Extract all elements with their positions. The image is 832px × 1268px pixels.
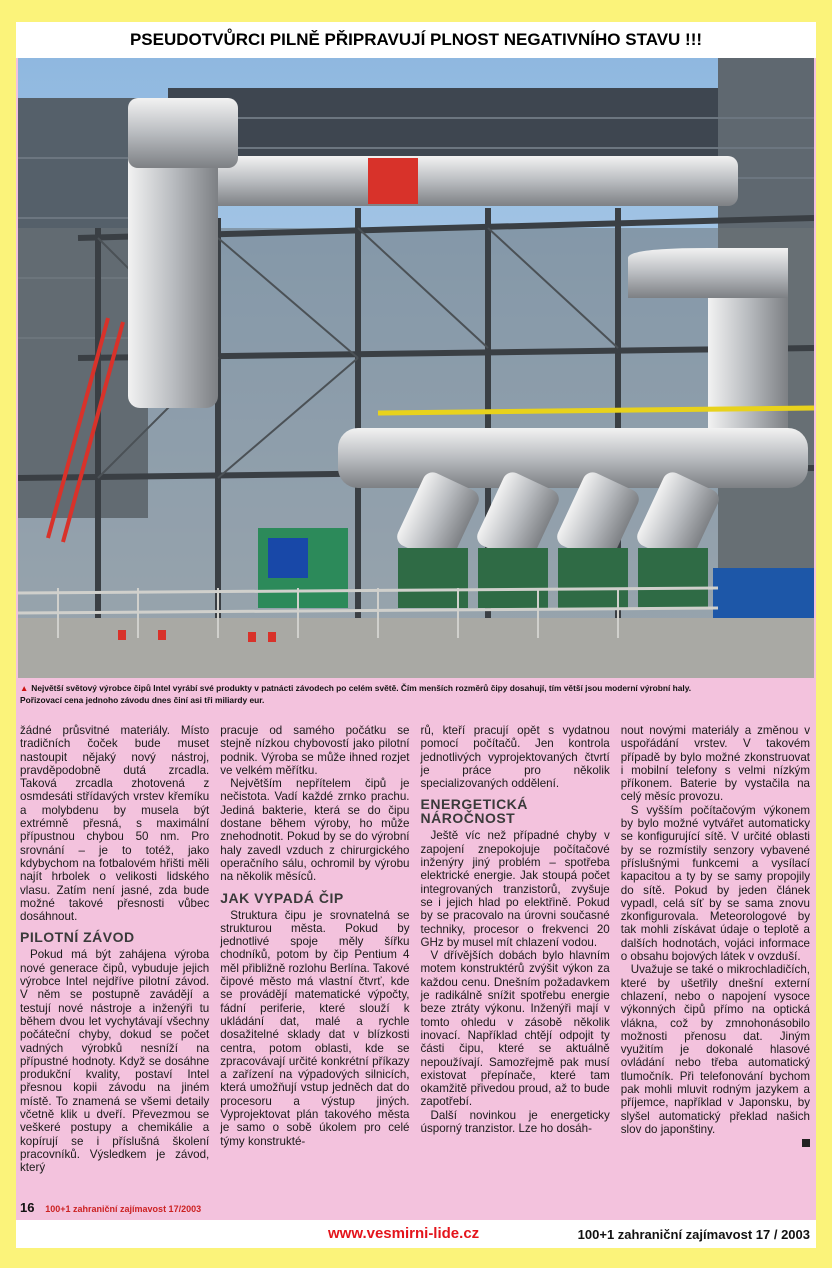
section-heading: JAK VYPADÁ ČIP [220, 889, 344, 906]
paragraph: Největším nepřítelem čipů je nečistota. Vadí každé zrnko prachu. Jediná bakterie, která se do čipu dostane během výroby, ho může znehodnotit. Pokud by se do výrobní haly zavedl vzduch z chirurgického operačního sálu, ochromil by výrobu na několik měsíců. [220, 777, 410, 884]
website-link[interactable]: www.vesmirni-lide.cz [328, 1225, 480, 1242]
paragraph: Struktura čipu je srovnatelná se strukturou města. Pokud by jednotlivé spoje měly šířku chodníků, potom by čip Pentium 4 měl přibližně rozlohu Berlína. Takové čipové město má vlastní čtvrť, kde se provádějí matematické výpočty, fádní periferie, které slouží k ukládání dat, malé a rychle dosažitelné sklady dat v blízkosti centra, potom oblasti, kde se zpracovávají určité konkrétní příkazy a zařízení na výpadových silnicích, která umožňují vstup jedněch dat do procesoru a výstup jiných. Vyprojektovat plán takového města je samo o sobě úkolem pro celé týmy konstrukté- [220, 908, 410, 1148]
paragraph: nout novými materiály a změnou v uspořádání vrstev. V takovém případě by bylo možné zkonstruovat i mobilní telefony s velmi nízkým příkonem. Baterie by vystačila na celý měsíc provozu. [620, 724, 810, 804]
magazine-footer-label: 100+1 zahraniční zajímavost 17/2003 [45, 1204, 202, 1214]
bottom-bar [16, 1220, 816, 1248]
paragraph: pracuje od samého počátku se stejně nízkou chybovostí jako pilotní podnik. Výroba se může ihned rozjet ve velkém měřítku. [220, 724, 410, 777]
factory-photo [18, 58, 814, 678]
paragraph: S vyšším počítačovým výkonem by bylo možné vytvářet automaticky se konfigurující sítě. V určité oblasti by se rozmístily senzory vybavené příslušnými funkcemi a vysílací kapacitou a ty by se samy propojily do sítě. Pokud by jeden článek vypadl, celá síť by se sama znovu zkonfigurovala. Meteorologové by tak mohli získávat údaje o teplotě a dalších hodnotách, vojáci informace o obsahu bojových látek v ovzduší. [620, 803, 810, 964]
article-column-4 [621, 724, 810, 1194]
paragraph: žádné průsvitné materiály. Místo tradičních čoček bude muset nastoupit nějaký nový nástroj, pravděpodobně dutá zrcadla. Taková zrcadla zhotovená z osmdesáti střídavých vrstev křemíku a molybdenu by musela být extrémně přesná, s maximální přípustnou chybou 50 nm. Pro srovnání – je to totéž, jako kdybychom na fotbalovém hřišti měli najít hrbolek o velikosti lidského vlasu. Zatím není jasné, zda bude možné takové přesnosti vůbec dosáhnout. [20, 724, 210, 924]
page-number: 16 [20, 1200, 35, 1215]
paragraph: Další novinkou je energeticky úsporný tranzistor. Lze ho dosáh- [420, 1108, 610, 1136]
caption-line-1: Největší světový výrobce čipů Intel vyrábí své produkty v patnácti závodech po celém světě. Čím menších rozměrů čipy dosahují, tím větší jsou moderní výrobní haly. [31, 683, 692, 693]
article-columns [20, 724, 810, 1194]
caption-triangle-icon: ▲ [20, 683, 29, 693]
page-footer [20, 1200, 201, 1215]
magazine-page [16, 58, 816, 1220]
paragraph: V dřívějších dobách bylo hlavním motem konstruktérů zvýšit výkon za každou cenu. Dnešním požadavkem je radikálně snížit spotřebu energie beze ztráty výkonu. Inženýři mají v tomto ohledu v zásobě několik inovací. Například chtějí odpojit ty části čipu, které se aktuálně nepoužívají. Samozřejmě pak musí existovat přepínače, které tam okamžitě přivedou proud, až to bude zapotřebí. [420, 949, 610, 1109]
article-column-3 [421, 724, 610, 1194]
caption-line-2: Pořizovací cena jednoho závodu dnes činí asi tři miliardy eur. [20, 695, 265, 705]
paragraph: Ještě víc než případné chyby v zapojení znepokojuje počítačové inženýry jiný problém – spotřeba elektrické energie. Jak stoupá počet integrovaných tranzistorů, zvyšuje se i jejich hlad po elektřině. Pokud by se pracovalo na úrovni současné techniky, procesor o frekvenci 20 GHz by musel mít chlazení vodou. [420, 829, 610, 949]
page-headline: PSEUDOTVŮRCI PILNĚ PŘIPRAVUJÍ PLNOST NEGATIVNÍHO STAVU !!! [16, 22, 816, 58]
paragraph: Uvažuje se také o mikrochladičích, které by ušetřily dnešní externí chlazení, nebo o napojení vysoce výkonných čipů přímo na optická vlákna, což by zmnohonásobilo možnosti přenosu dat. Jiným využitím je dokonalé hlasové ovládání nebo třeba automatický tlumočník. Při telefonování bychom pak mohli mluvit rodným jazykem a příjemce, například v Japonsku, by slyšel automatický překlad našich slov do japonštiny. [620, 963, 810, 1136]
article-column-1 [20, 724, 209, 1194]
paragraph: rů, kteří pracují opět s vydatnou pomocí počítačů. Jen kontrola jednotlivých vyprojektovaných čtvrtí je práce pro několik specializovaných oddělení. [420, 724, 610, 791]
article-end-mark-icon [802, 1139, 810, 1147]
section-heading: ENERGETICKÁ NÁROČNOST [420, 796, 528, 827]
paragraph: Pokud má být zahájena výroba nové generace čipů, vybuduje jejich výrobce Intel nejdříve pilotní závod. V něm se postupně zavádějí a testují nové nástroje a inženýři tu během dvou let vychytávají všechny počáteční chyby, dokud se počet vadných výrobků nesníží na přípustné hodnoty. Když se dosáhne produkční kvality, postaví Intel přesnou kopii závodu na jiném místě. To znamená se všemi detaily včetně klik u dveří. Převezmou se veškeré postupy a chemikálie a kopírují se i příslušná školení pracovníků. Výsledkem je závod, který [20, 948, 210, 1175]
issue-label: 100+1 zahraniční zajímavost 17 / 2003 [577, 1227, 810, 1242]
article-column-2 [220, 724, 409, 1194]
section-heading: PILOTNÍ ZÁVOD [20, 929, 135, 946]
photo-caption [20, 682, 812, 706]
